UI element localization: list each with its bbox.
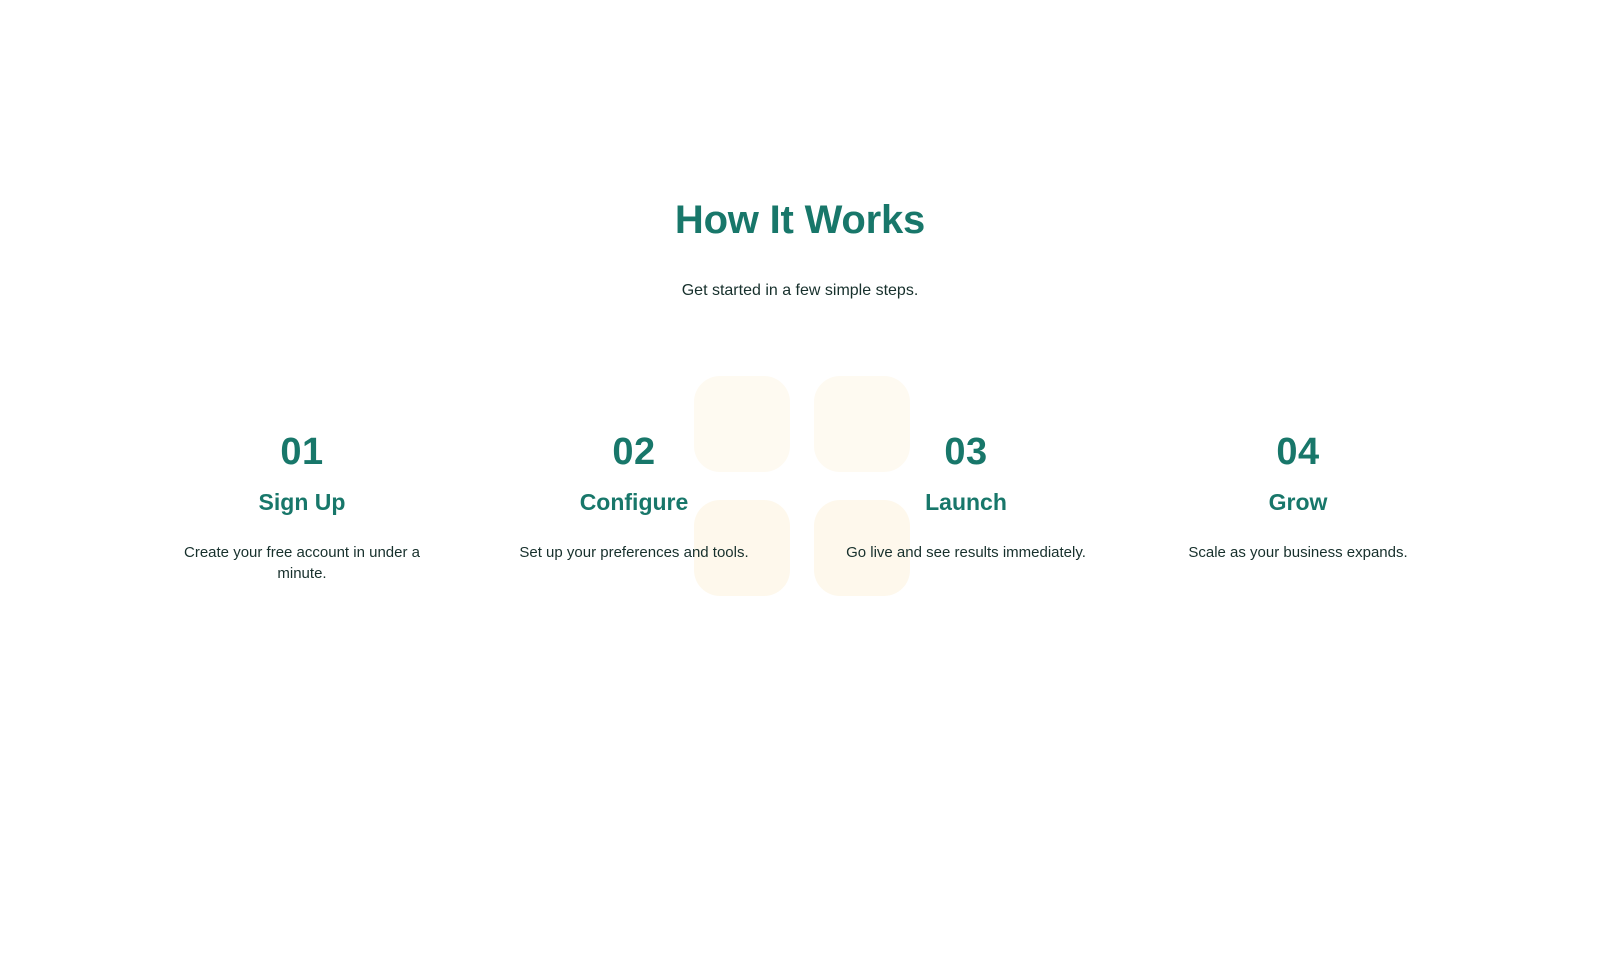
step-number: 04 xyxy=(1276,431,1320,473)
step-title: Grow xyxy=(1268,489,1328,515)
step-title: Configure xyxy=(579,489,689,515)
section-subtitle: Get started in a few simple steps. xyxy=(681,282,919,299)
step-title: Sign Up xyxy=(258,489,346,515)
section-header xyxy=(0,196,1600,302)
list-item xyxy=(824,430,1108,563)
page-title: How It Works xyxy=(674,198,926,242)
list-item xyxy=(1156,430,1440,563)
step-description: Go live and see results immediately. xyxy=(846,544,1086,561)
step-number: 03 xyxy=(944,431,988,473)
step-number: 02 xyxy=(612,431,656,473)
steps-list xyxy=(160,430,1440,584)
step-title: Launch xyxy=(925,489,1007,515)
step-number: 01 xyxy=(280,431,324,473)
list-item xyxy=(160,430,444,584)
list-item xyxy=(492,430,776,563)
step-description: Scale as your business expands. xyxy=(1188,544,1408,561)
step-description: Create your free account in under a minute. xyxy=(184,544,420,582)
step-description: Set up your preferences and tools. xyxy=(519,544,749,561)
